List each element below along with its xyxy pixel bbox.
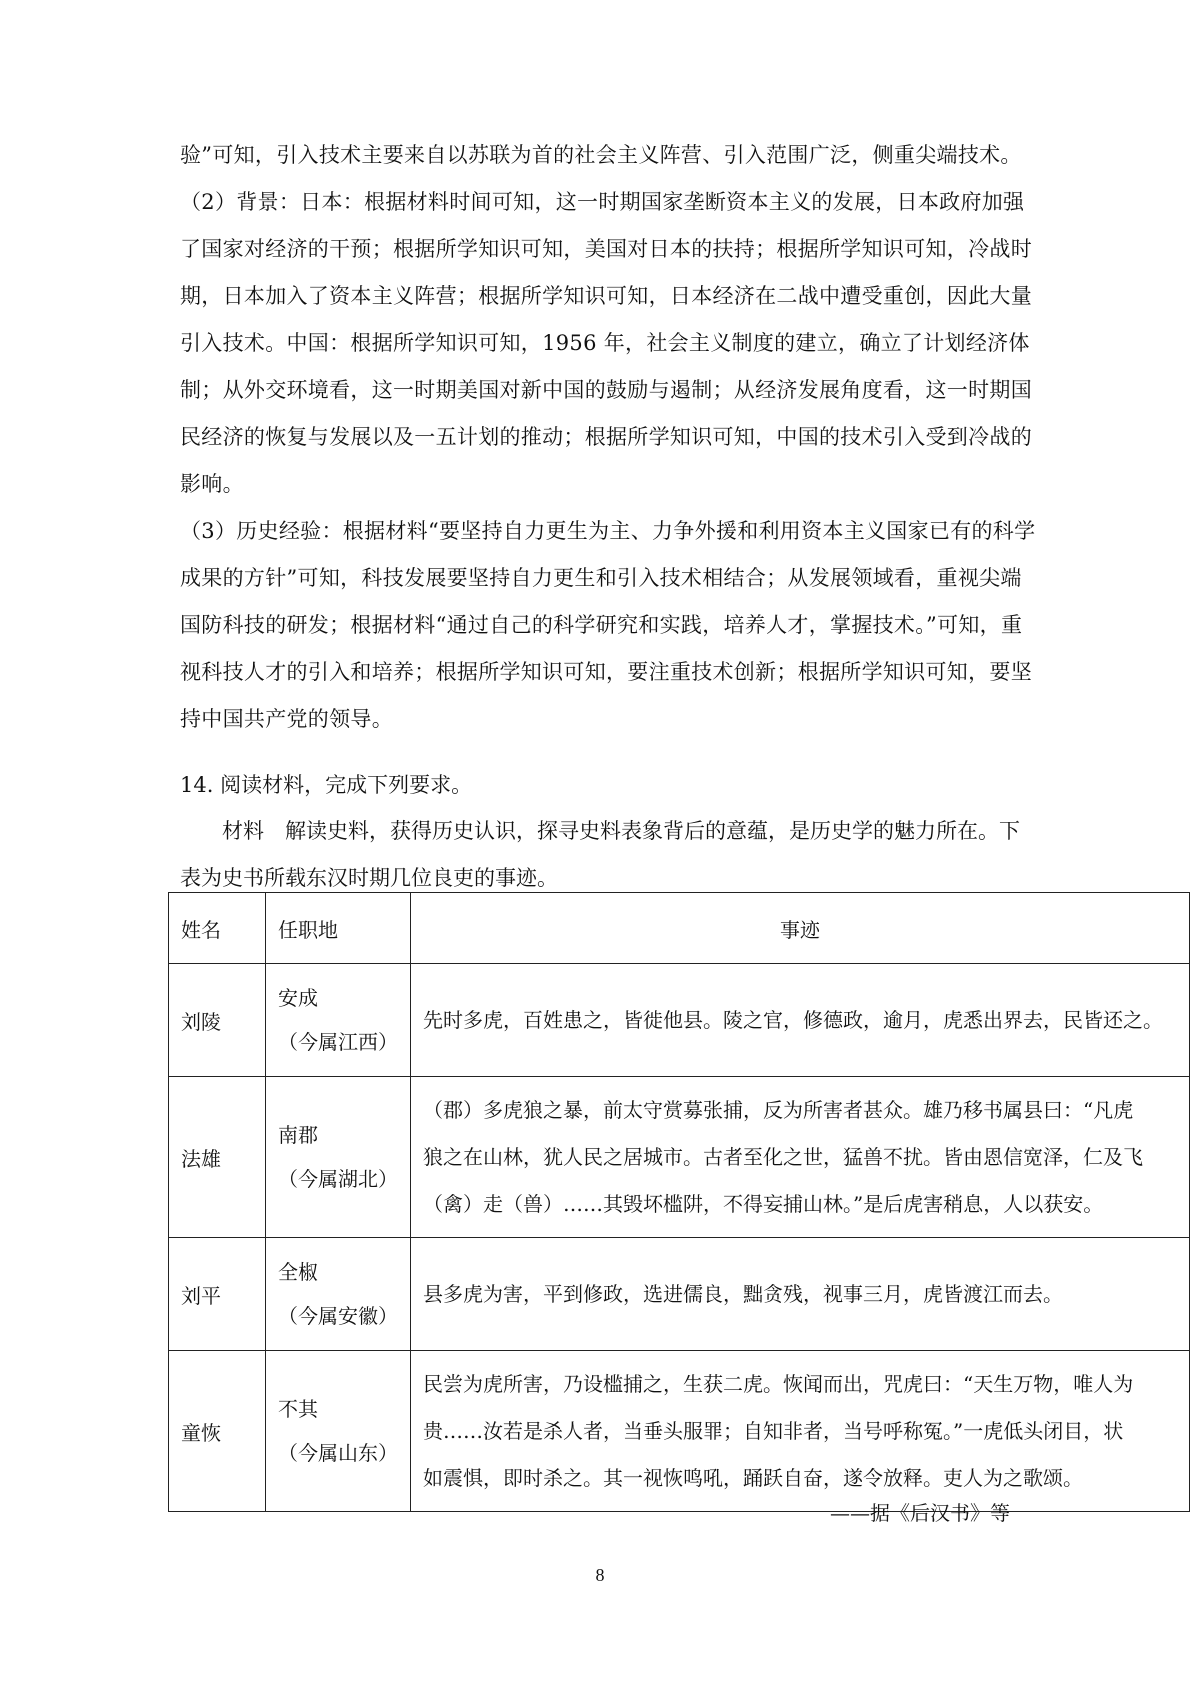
table-row xyxy=(169,964,1190,1077)
official-deeds xyxy=(411,1077,1190,1238)
header-name: 姓名 xyxy=(169,893,266,964)
answer-line: 影响。 xyxy=(180,472,244,496)
deed-line: 如震惧，即时杀之。其一视恢鸣吼，踊跃自奋，遂令放释。吏人为之歌颂。 xyxy=(423,1465,1083,1490)
official-deeds xyxy=(411,964,1190,1077)
place-modern: （今属安徽） xyxy=(278,1304,398,1328)
deed-line: 狼之在山林，犹人民之居城市。古者至化之世，猛兽不扰。皆由恩信宽泽，仁及飞 xyxy=(423,1144,1143,1169)
place-modern: （今属山东） xyxy=(278,1441,398,1465)
deed-line: （禽）走（兽）……其毁坏槛阱，不得妄捕山林。”是后虎害稍息，人以获安。 xyxy=(423,1191,1104,1216)
source-citation: ——据《后汉书》等 xyxy=(830,1501,1010,1525)
header-deeds: 事迹 xyxy=(411,893,1190,964)
answer-line: 期，日本加入了资本主义阵营；根据所学知识可知，日本经济在二战中遭受重创，因此大量 xyxy=(180,284,1032,308)
official-place xyxy=(266,1077,411,1238)
official-place xyxy=(266,964,411,1077)
material-text xyxy=(180,808,1018,902)
material-line: 材料 解读史料，获得历史认识，探寻史料表象背后的意蕴，是历史学的魅力所在。下 xyxy=(180,819,1020,843)
answer-line: 民经济的恢复与发展以及一五计划的推动；根据所学知识可知，中国的技术引入受到冷战的 xyxy=(180,425,1032,449)
official-name: 刘平 xyxy=(169,1238,266,1351)
page-number: 8 xyxy=(595,1565,605,1585)
answer-line: （3）历史经验：根据材料“要坚持自力更生为主、力争外援和利用资本主义国家已有的科学 xyxy=(180,519,1036,543)
place-name: 不其 xyxy=(278,1397,318,1421)
question-heading: 14. 阅读材料，完成下列要求。 xyxy=(180,773,473,797)
table-row xyxy=(169,1077,1190,1238)
place-name: 安成 xyxy=(278,986,318,1010)
deed-line: 县多虎为害，平到修政，选进儒良，黜贪残，视事三月，虎皆渡江而去。 xyxy=(423,1281,1063,1306)
place-modern: （今属江西） xyxy=(278,1030,398,1054)
place-name: 南郡 xyxy=(278,1123,318,1147)
answer-analysis xyxy=(180,132,1036,743)
answer-line: 视科技人才的引入和培养；根据所学知识可知，要注重技术创新；根据所学知识可知，要坚 xyxy=(180,660,1032,684)
place-name: 全椒 xyxy=(278,1260,318,1284)
table-row xyxy=(169,1238,1190,1351)
official-place xyxy=(266,1351,411,1512)
answer-line: （2）背景：日本：根据材料时间可知，这一时期国家垄断资本主义的发展，日本政府加强 xyxy=(180,190,1025,214)
deed-line: 民尝为虎所害，乃设槛捕之，生获二虎。恢闻而出，咒虎曰：“天生万物，唯人为 xyxy=(423,1371,1134,1396)
header-place: 任职地 xyxy=(266,893,411,964)
deed-line: 贵……汝若是杀人者，当垂头服罪；自知非者，当号呼称冤。”一虎低头闭目，状 xyxy=(423,1418,1124,1443)
place-modern: （今属湖北） xyxy=(278,1167,398,1191)
official-deeds xyxy=(411,1351,1190,1512)
official-name: 法雄 xyxy=(169,1077,266,1238)
official-place xyxy=(266,1238,411,1351)
answer-line: 制；从外交环境看，这一时期美国对新中国的鼓励与遏制；从经济发展角度看，这一时期国 xyxy=(180,378,1032,402)
table-row xyxy=(169,1351,1190,1512)
official-deeds xyxy=(411,1238,1190,1351)
answer-line: 成果的方针”可知，科技发展要坚持自力更生和引入技术相结合；从发展领域看，重视尖端 xyxy=(180,566,1022,590)
deed-line: （郡）多虎狼之暴，前太守赏募张捕，反为所害者甚众。雄乃移书属县曰：“凡虎 xyxy=(423,1097,1134,1122)
answer-line: 引入技术。中国：根据所学知识可知，1956 年，社会主义制度的建立，确立了计划经济体 xyxy=(180,331,1030,355)
answer-line: 验”可知，引入技术主要来自以苏联为首的社会主义阵营、引入范围广泛，侧重尖端技术。 xyxy=(180,143,1022,167)
official-name: 童恢 xyxy=(169,1351,266,1512)
material-line: 表为史书所载东汉时期几位良吏的事迹。 xyxy=(180,866,558,890)
official-name: 刘陵 xyxy=(169,964,266,1077)
answer-line: 了国家对经济的干预；根据所学知识可知，美国对日本的扶持；根据所学知识可知，冷战时 xyxy=(180,237,1032,261)
answer-line: 持中国共产党的领导。 xyxy=(180,707,393,731)
table-header-row xyxy=(169,893,1190,964)
answer-line: 国防科技的研发；根据材料“通过自己的科学研究和实践，培养人才，掌握技术。”可知，重 xyxy=(180,613,1023,637)
deed-line: 先时多虎，百姓患之，皆徙他县。陵之官，修德政，逾月，虎悉出界去，民皆还之。 xyxy=(423,1007,1163,1032)
officials-table xyxy=(168,892,1190,1512)
